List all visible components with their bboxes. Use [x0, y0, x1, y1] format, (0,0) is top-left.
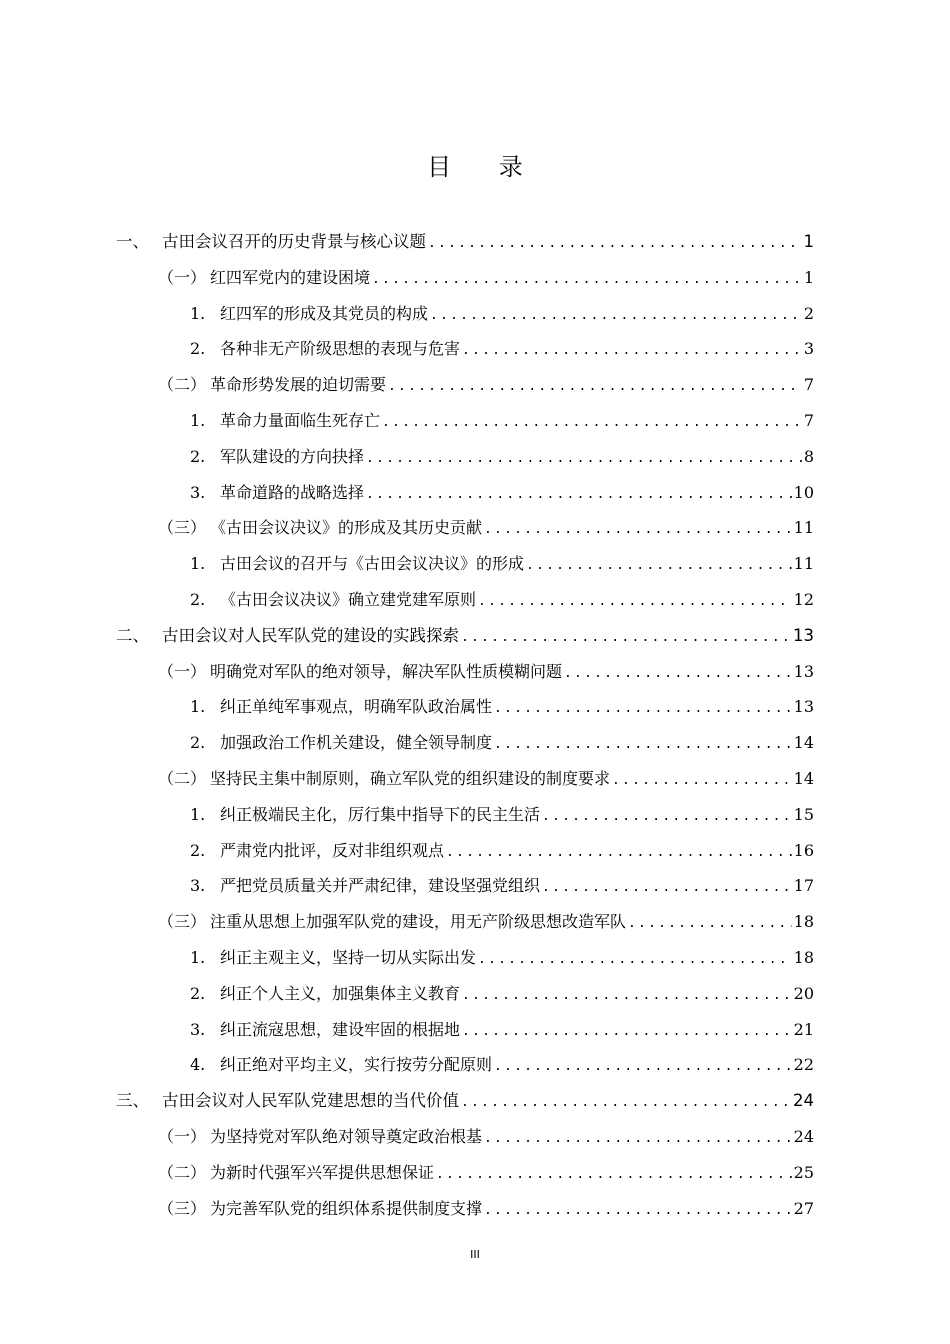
toc-entry-number: （二） [158, 375, 207, 395]
toc-entry-page: 1 [803, 232, 814, 251]
toc-entry-page: 13 [793, 697, 814, 717]
toc-entry[interactable] [190, 582, 814, 618]
toc-entry[interactable] [158, 1191, 814, 1227]
toc-entry-title: 为新时代强军兴军提供思想保证 [210, 1162, 435, 1182]
toc-entry[interactable] [190, 833, 814, 869]
toc-entry[interactable] [190, 940, 814, 976]
toc-entry-title: 军队建设的方向抉择 [220, 446, 365, 466]
toc-entry-number: （三） [158, 912, 207, 932]
toc-leader-dots [494, 691, 792, 727]
toc-leader-dots [462, 1014, 792, 1050]
toc-entry-page: 18 [793, 948, 814, 967]
toc-entry-page: 24 [793, 1091, 814, 1111]
toc-entry-page: 10 [793, 482, 814, 502]
toc-entry-title: 古田会议对人民军队党建思想的当代价值 [162, 1091, 459, 1111]
toc-leader-dots [494, 727, 792, 763]
toc-leader-dots [388, 369, 802, 405]
toc-entry[interactable] [158, 761, 814, 797]
toc-entry-title: 明确党对军队的绝对领导，解决军队性质模糊问题 [210, 661, 563, 681]
toc-leader-dots [382, 405, 802, 441]
toc-leader-dots [461, 620, 791, 656]
toc-leader-dots [446, 835, 792, 871]
toc-entry-page: 21 [793, 1019, 814, 1039]
toc-entry-title: 严肃党内批评，反对非组织观点 [220, 840, 445, 860]
toc-entry-number: 一、 [116, 232, 149, 251]
toc-leader-dots [428, 226, 802, 262]
toc-entry-page: 20 [793, 983, 814, 1003]
toc-entry-title: 各种非无产阶级思想的表现与危害 [220, 339, 461, 359]
toc-entry[interactable] [190, 868, 814, 904]
toc-entry-page: 11 [793, 518, 814, 538]
toc-entry-title: 纠正个人主义，加强集体主义教育 [220, 983, 461, 1003]
toc-entry-title: 坚持民主集中制原则，确立军队党的组织建设的制度要求 [210, 769, 611, 788]
toc-entry[interactable] [190, 546, 814, 582]
toc-entry-page: 7 [803, 375, 814, 395]
toc-entry-title: 纠正主观主义，坚持一切从实际出发 [220, 948, 477, 967]
toc-entry-page: 12 [793, 590, 814, 609]
toc-entry-page: 25 [793, 1162, 814, 1182]
toc-entry-number: 1. [190, 554, 206, 574]
toc-entry-page: 13 [793, 661, 814, 681]
toc-entry-number: 2. [190, 446, 206, 466]
toc-entry-title: 注重从思想上加强军队党的建设，用无产阶级思想改造军队 [210, 912, 627, 932]
toc-entry[interactable] [116, 618, 814, 654]
toc-entry-number: 1. [190, 411, 206, 430]
toc-entry-page: 3 [803, 339, 814, 359]
toc-entry-page: 7 [803, 411, 814, 430]
toc-entry-page: 16 [793, 840, 814, 860]
toc-leader-dots [366, 441, 802, 477]
toc-entry[interactable] [190, 725, 814, 761]
toc-entry[interactable] [190, 1047, 814, 1083]
toc-entry[interactable] [190, 689, 814, 725]
toc-entry[interactable] [190, 439, 814, 475]
toc-entry-page: 15 [793, 804, 814, 824]
toc-entry-title: 《古田会议决议》确立建党建军原则 [220, 590, 477, 609]
toc-entry-number: 三、 [116, 1091, 149, 1111]
toc-entry-title: 《古田会议决议》的形成及其历史贡献 [210, 518, 483, 538]
toc-entry-page: 18 [793, 912, 814, 932]
toc-entry-title: 革命力量面临生死存亡 [220, 411, 381, 430]
toc-entry-number: （一） [158, 1127, 207, 1146]
toc-leader-dots [484, 1193, 792, 1229]
toc-entry-page: 2 [803, 303, 814, 323]
toc-entry[interactable] [158, 367, 814, 403]
toc-entry[interactable] [158, 260, 814, 296]
toc-entry-number: 2. [190, 590, 206, 609]
toc-entry-page: 24 [793, 1127, 814, 1146]
toc-entry[interactable] [190, 475, 814, 511]
toc-entry-page: 13 [793, 625, 814, 645]
toc-entry[interactable] [116, 1083, 814, 1119]
toc-entry-number: 3. [190, 482, 206, 502]
toc-entry-number: 1. [190, 948, 206, 967]
toc-entry-page: 11 [793, 554, 814, 574]
toc-leader-dots [542, 799, 792, 835]
toc-entry-number: 3. [190, 1019, 206, 1039]
page-number-footer: III [470, 1248, 480, 1261]
toc-entry-number: 2. [190, 840, 206, 860]
toc-entry-page: 14 [793, 733, 814, 753]
toc-entry-number: （一） [158, 267, 207, 287]
toc-entry-title: 红四军的形成及其党员的构成 [220, 303, 429, 323]
toc-entry[interactable] [158, 510, 814, 546]
toc-entry-title: 纠正绝对平均主义，实行按劳分配原则 [220, 1055, 493, 1075]
toc-entry-title: 加强政治工作机关建设，健全领导制度 [220, 733, 493, 753]
toc-leader-dots [372, 262, 802, 298]
toc-entry-title: 为坚持党对军队绝对领导奠定政治根基 [210, 1127, 483, 1146]
toc-entry[interactable] [190, 797, 814, 833]
toc-entry-title: 革命形势发展的迫切需要 [210, 375, 387, 395]
toc-leader-dots [564, 656, 792, 692]
toc-entry-title: 纠正极端民主化，厉行集中指导下的民主生活 [220, 804, 541, 824]
toc-entry[interactable] [190, 976, 814, 1012]
toc-entry-page: 17 [793, 876, 814, 896]
toc-entry-number: 1. [190, 804, 206, 824]
toc-entry[interactable] [190, 1012, 814, 1048]
toc-entry-title: 纠正单纯军事观点，明确军队政治属性 [220, 697, 493, 717]
toc-entry-title: 古田会议对人民军队党的建设的实践探索 [162, 625, 459, 645]
toc-entry[interactable] [190, 296, 814, 332]
toc-entry-number: 1. [190, 303, 206, 323]
toc-entry-title: 革命道路的战略选择 [220, 482, 365, 502]
toc-entry-page: 8 [803, 446, 814, 466]
page-title: 目 录 [427, 153, 543, 181]
toc-entry[interactable] [158, 1119, 814, 1155]
toc-entry-title: 红四军党内的建设困境 [210, 267, 371, 287]
toc-leader-dots [461, 1085, 791, 1121]
toc-leader-dots [478, 942, 792, 978]
toc-entry-title: 古田会议召开的历史背景与核心议题 [162, 232, 426, 251]
toc-leader-dots [542, 870, 792, 906]
toc-leader-dots [494, 1049, 792, 1085]
toc-entry-number: 2. [190, 983, 206, 1003]
toc-entry[interactable] [190, 331, 814, 367]
toc-leader-dots [436, 1157, 792, 1193]
toc-leader-dots [478, 584, 792, 620]
toc-entry-number: 1. [190, 697, 206, 717]
toc-entry-number: （三） [158, 1198, 207, 1218]
toc-entry-title: 纠正流寇思想，建设牢固的根据地 [220, 1019, 461, 1039]
toc-entry[interactable] [116, 224, 814, 260]
toc-entry-number: 二、 [116, 625, 149, 645]
toc-entry[interactable] [158, 1155, 814, 1191]
toc-leader-dots [366, 477, 792, 513]
toc-entry-number: 3. [190, 876, 206, 896]
toc-leader-dots [484, 512, 792, 548]
toc-entry-title: 严把党员质量关并严肃纪律，建设坚强党组织 [220, 876, 541, 896]
toc-entry-page: 27 [793, 1198, 814, 1218]
toc-entry-number: 2. [190, 339, 206, 359]
toc-entry-number: （二） [158, 769, 207, 788]
toc-entry-number: 2. [190, 733, 206, 753]
toc-entry-page: 14 [793, 769, 814, 788]
toc-entry-number: （二） [158, 1162, 207, 1182]
toc-entry-title: 为完善军队党的组织体系提供制度支撑 [210, 1198, 483, 1218]
toc-entry-page: 22 [793, 1055, 814, 1075]
toc-entry-number: （一） [158, 661, 207, 681]
toc-entry[interactable] [158, 654, 814, 690]
toc-leader-dots [484, 1121, 792, 1157]
toc-leader-dots [462, 978, 792, 1014]
toc-entry-number: 4. [190, 1055, 206, 1075]
toc-leader-dots [628, 906, 792, 942]
toc-leader-dots [430, 298, 802, 334]
toc-entry-title: 古田会议的召开与《古田会议决议》的形成 [220, 554, 525, 574]
toc-entry[interactable] [158, 904, 814, 940]
toc-leader-dots [526, 548, 792, 584]
toc-leader-dots [462, 333, 802, 369]
toc-entry[interactable] [190, 403, 814, 439]
toc-entry-page: 1 [803, 267, 814, 287]
toc-leader-dots [612, 763, 792, 799]
toc-entry-number: （三） [158, 518, 207, 538]
